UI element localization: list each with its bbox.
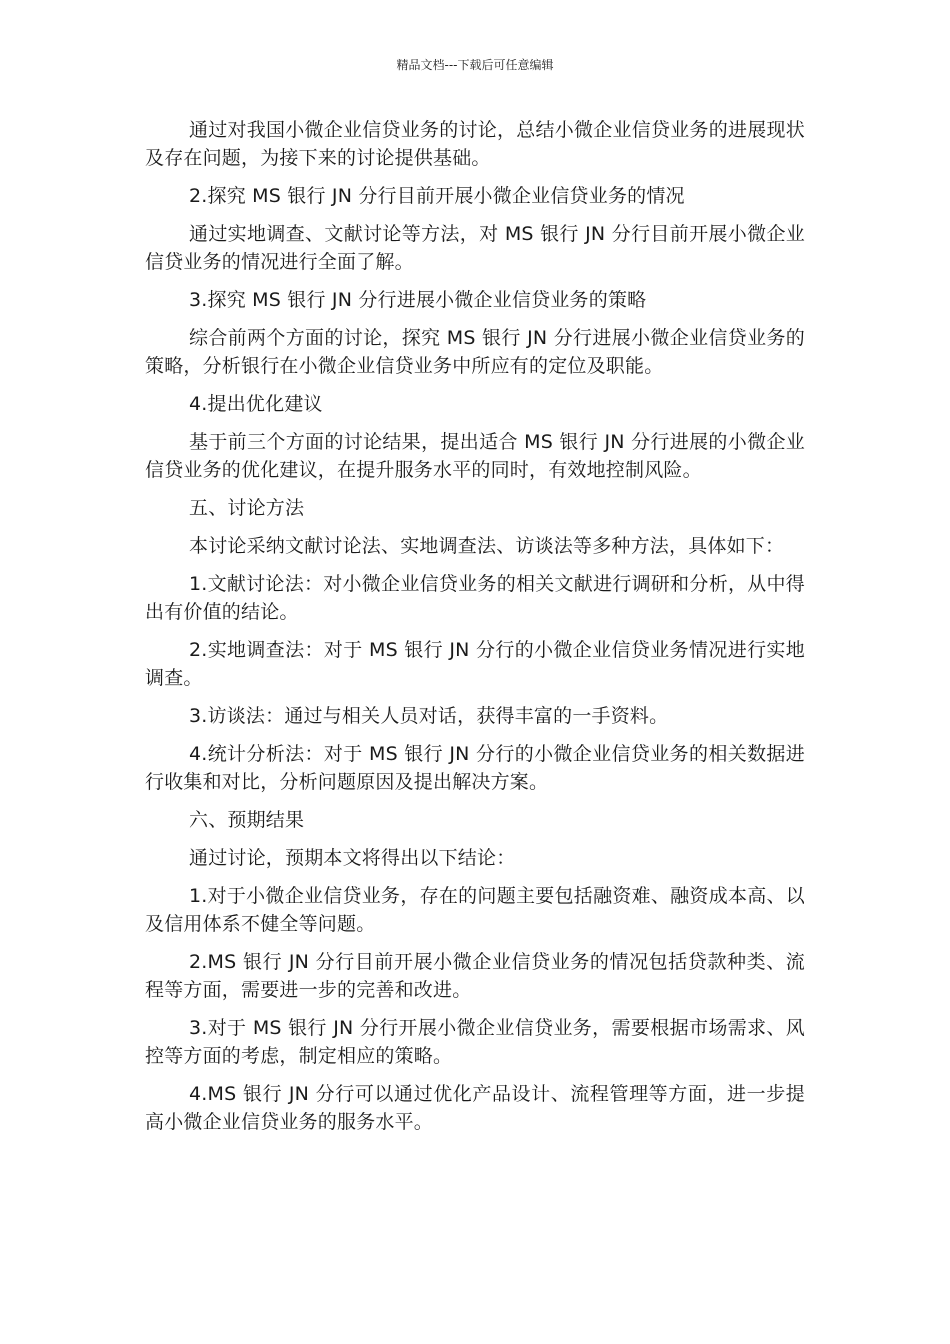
- result-2: 2.MS 银行 JN 分行目前开展小微企业信贷业务的情况包括贷款种类、流程等方面，需要进一步的完善和改进。: [145, 951, 805, 1001]
- section-5-heading: 五、讨论方法: [189, 497, 305, 519]
- document-body: [145, 116, 805, 1146]
- result-3: 3.对于 MS 银行 JN 分行开展小微企业信贷业务，需要根据市场需求、风控等方面的考虑，制定相应的策略。: [145, 1017, 805, 1067]
- paragraph-item-4: 基于前三个方面的讨论结果，提出适合 MS 银行 JN 分行进展的小微企业信贷业务的优化建议，在提升服务水平的同时，有效地控制风险。: [145, 431, 805, 481]
- paragraph-item-3: 综合前两个方面的讨论，探究 MS 银行 JN 分行进展小微企业信贷业务的策略，分析银行在小微企业信贷业务中所应有的定位及职能。: [145, 327, 805, 377]
- paragraph-item-2: 通过实地调查、文献讨论等方法，对 MS 银行 JN 分行目前开展小微企业信贷业务的情况进行全面了解。: [145, 223, 805, 273]
- method-4: 4.统计分析法：对于 MS 银行 JN 分行的小微企业信贷业务的相关数据进行收集和对比，分析问题原因及提出解决方案。: [145, 743, 805, 793]
- method-2: 2.实地调查法：对于 MS 银行 JN 分行的小微企业信贷业务情况进行实地调查。: [145, 639, 805, 689]
- item-2-heading: 2.探究 MS 银行 JN 分行目前开展小微企业信贷业务的情况: [189, 185, 685, 207]
- result-1: 1.对于小微企业信贷业务，存在的问题主要包括融资难、融资成本高、以及信用体系不健全等问题。: [145, 885, 805, 935]
- item-4-heading: 4.提出优化建议: [189, 393, 323, 415]
- paragraph-methods-intro: 本讨论采纳文献讨论法、实地调查法、访谈法等多种方法，具体如下：: [189, 535, 785, 557]
- item-3-heading: 3.探究 MS 银行 JN 分行进展小微企业信贷业务的策略: [189, 289, 647, 311]
- section-6-heading: 六、预期结果: [189, 809, 305, 831]
- method-1: 1.文献讨论法：对小微企业信贷业务的相关文献进行调研和分析，从中得出有价值的结论。: [145, 573, 805, 623]
- paragraph-intro-summary: 通过对我国小微企业信贷业务的讨论，总结小微企业信贷业务的进展现状及存在问题，为接下来的讨论提供基础。: [145, 119, 805, 169]
- paragraph-results-intro: 通过讨论，预期本文将得出以下结论：: [189, 847, 516, 869]
- page-header: 精品文档---下载后可任意编辑: [396, 58, 554, 72]
- result-4: 4.MS 银行 JN 分行可以通过优化产品设计、流程管理等方面，进一步提高小微企业信贷业务的服务水平。: [145, 1083, 805, 1133]
- method-3: 3.访谈法：通过与相关人员对话，获得丰富的一手资料。: [189, 705, 669, 727]
